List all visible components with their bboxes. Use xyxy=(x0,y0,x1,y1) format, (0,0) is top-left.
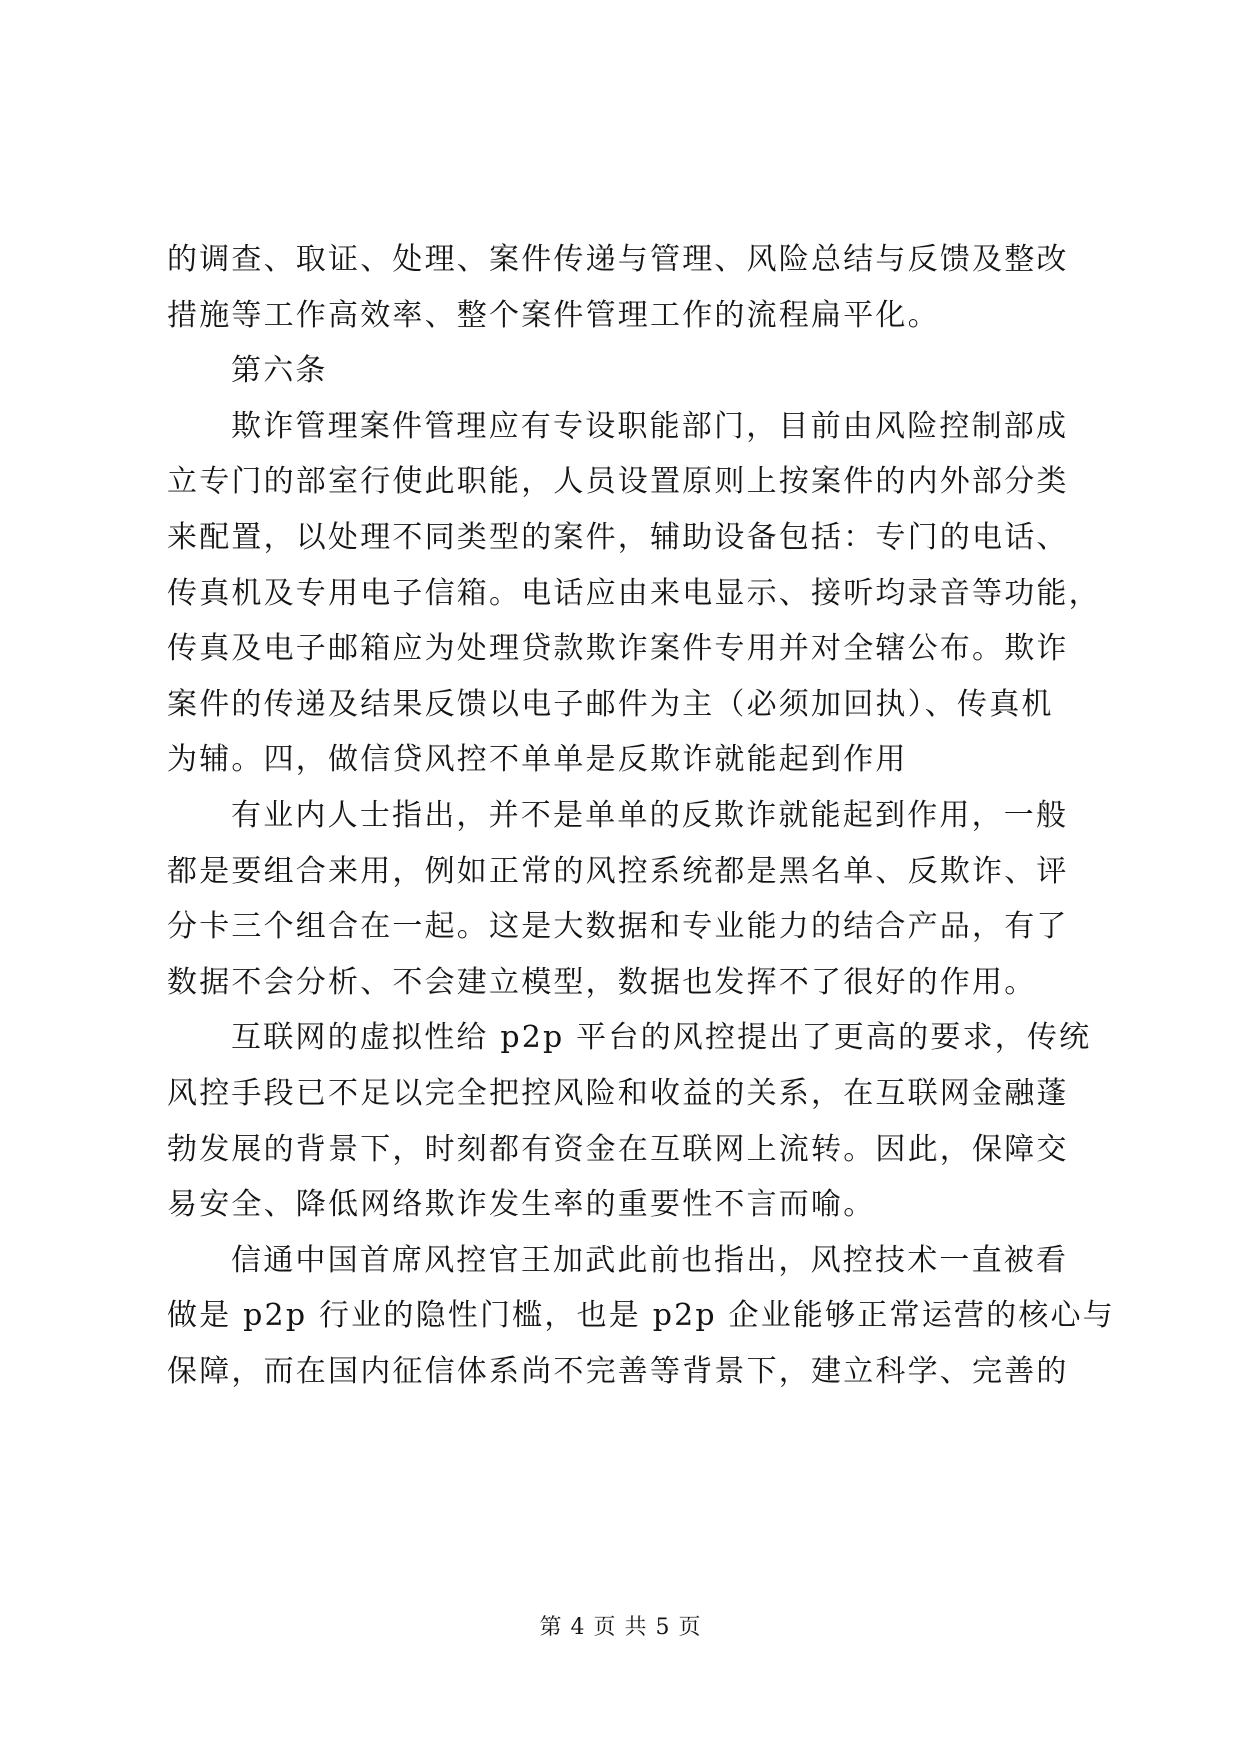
text-line: 易安全、降低网络欺诈发生率的重要性不言而喻。 xyxy=(167,1187,876,1223)
text-line: 风控手段已不足以完全把控风险和收益的关系，在互联网金融蓬 xyxy=(167,1075,1069,1111)
text-line: 有业内人士指出，并不是单单的反欺诈就能起到作用，一般 xyxy=(231,797,1069,833)
text-line: 立专门的部室行使此职能，人员设置原则上按案件的内外部分类 xyxy=(167,464,1069,500)
text-line: 做是 p2p 行业的隐性门槛，也是 p2p 企业能够正常运营的核心与 xyxy=(167,1298,1115,1334)
text-line: 都是要组合来用，例如正常的风控系统都是黑名单、反欺诈、评 xyxy=(167,853,1069,889)
text-line: 传真及电子邮箱应为处理贷款欺诈案件专用并对全辖公布。欺诈 xyxy=(167,631,1069,667)
text-line: 案件的传递及结果反馈以电子邮件为主（必须加回执）、传真机 xyxy=(167,686,1054,722)
text-line: 互联网的虚拟性给 p2p 平台的风控提出了更高的要求，传统 xyxy=(231,1020,1092,1056)
page-footer: 第 4 页 共 5 页 xyxy=(539,1615,702,1640)
paragraph xyxy=(167,399,1101,788)
text-line: 为辅。四，做信贷风控不单单是反欺诈就能起到作用 xyxy=(167,742,908,778)
text-line: 第六条 xyxy=(231,353,328,389)
text-line: 保障，而在国内征信体系尚不完善等背景下，建立科学、完善的 xyxy=(167,1353,1069,1389)
text-line: 勃发展的背景下，时刻都有资金在互联网上流转。因此，保障交 xyxy=(167,1131,1069,1167)
text-line: 来配置，以处理不同类型的案件，辅助设备包括：专门的电话、 xyxy=(167,519,1069,555)
paragraph xyxy=(167,343,1087,399)
paragraph xyxy=(167,788,1087,1010)
text-line: 欺诈管理案件管理应有专设职能部门，目前由风险控制部成 xyxy=(231,408,1069,444)
text-line: 措施等工作高效率、整个案件管理工作的流程扁平化。 xyxy=(167,297,940,333)
paragraph xyxy=(167,232,1087,343)
text-line: 的调查、取证、处理、案件传递与管理、风险总结与反馈及整改 xyxy=(167,242,1069,277)
paragraph xyxy=(167,1233,1115,1400)
document-body xyxy=(167,232,1115,1399)
paragraph xyxy=(167,1010,1092,1232)
text-line: 信通中国首席风控官王加武此前也指出，风控技术一直被看 xyxy=(231,1242,1069,1278)
text-line: 分卡三个组合在一起。这是大数据和专业能力的结合产品，有了 xyxy=(167,909,1069,945)
text-line: 数据不会分析、不会建立模型，数据也发挥不了很好的作用。 xyxy=(167,964,1037,1000)
text-line: 传真机及专用电子信箱。电话应由来电显示、接听均录音等功能， xyxy=(167,575,1101,611)
